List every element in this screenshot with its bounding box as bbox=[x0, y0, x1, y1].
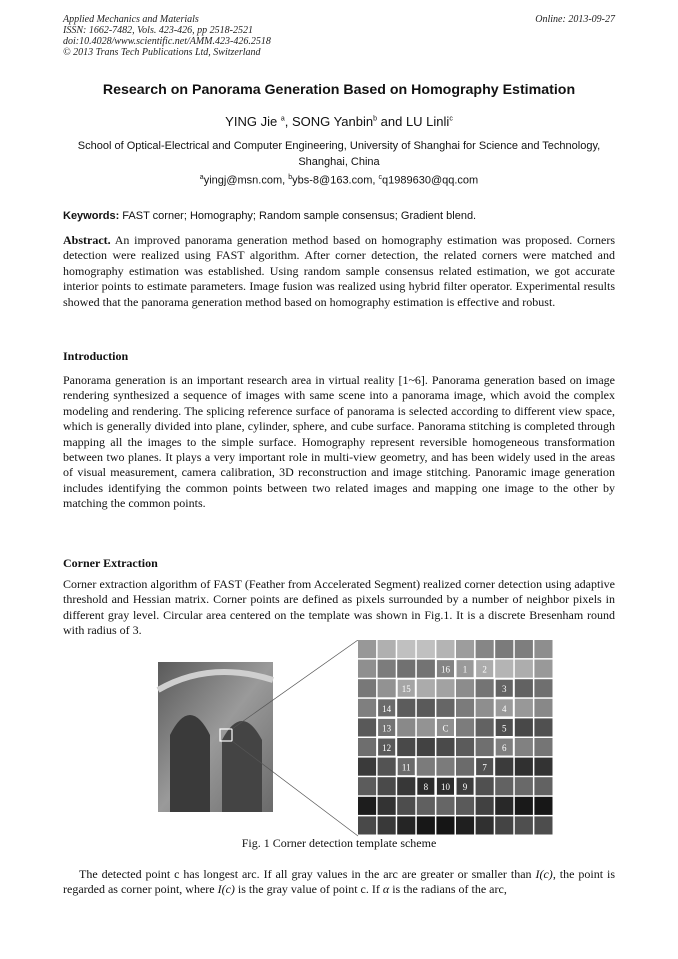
grid-cell bbox=[476, 699, 494, 717]
grid-cell bbox=[397, 816, 415, 834]
figure-graphic bbox=[150, 640, 610, 838]
grid-cell bbox=[397, 718, 415, 736]
ring-label: 6 bbox=[502, 743, 507, 753]
journal-name: Applied Mechanics and Materials bbox=[63, 14, 199, 25]
ring-label: 9 bbox=[462, 782, 468, 793]
grid-cell bbox=[417, 718, 435, 736]
grid-cell bbox=[476, 797, 494, 815]
affiliation: School of Optical-Electrical and Computer Engineering, University of Shanghai for Science and Technology, Shanghai, China bbox=[77, 140, 601, 168]
grid-cell bbox=[397, 660, 415, 678]
figure-caption: Fig. 1 Corner detection template scheme bbox=[241, 836, 437, 850]
abstract-text: An improved panorama generation method based on homography estimation was proposed. Corners detection were realized using FAST algorithm. After corner detection, the related corners were matched and homography estimation was established. Using random sample consensus related estimation, we got accurate interior points to estimate parameters. Image fusion was realized using hybrid filter operator. Experimental results showed that the panorama generation method based on homography estimation is effective and robust. bbox=[63, 233, 615, 309]
grid-cell bbox=[456, 699, 474, 717]
grid-cell bbox=[436, 816, 454, 834]
grid-cell bbox=[397, 738, 415, 756]
pixel-grid bbox=[358, 640, 553, 835]
arch-shape bbox=[170, 715, 210, 812]
grid-cell bbox=[456, 797, 474, 815]
grid-cell bbox=[534, 660, 552, 678]
ring-label: 4 bbox=[502, 703, 507, 714]
grid-cell bbox=[515, 797, 533, 815]
grid-cell bbox=[515, 758, 533, 776]
grid-cell bbox=[417, 640, 435, 658]
keywords-text: FAST corner; Homography; Random sample consensus; Gradient blend. bbox=[119, 210, 477, 222]
grid-cell bbox=[417, 699, 435, 717]
grid-cell bbox=[378, 660, 396, 678]
grid-cell bbox=[378, 679, 396, 697]
grid-cell bbox=[495, 816, 513, 834]
grid-cell bbox=[456, 640, 474, 658]
paper-title: Research on Panorama Generation Based on Homography Estimation bbox=[102, 82, 576, 98]
grid-cell bbox=[456, 718, 474, 736]
grid-cell bbox=[358, 758, 376, 776]
grid-cell bbox=[515, 640, 533, 658]
ring-label: 8 bbox=[423, 782, 429, 793]
text-run: The detected point c has longest arc. If all gray values in the arc are greater or smaller than bbox=[79, 867, 536, 881]
grid-cell bbox=[456, 816, 474, 834]
grid-cell bbox=[436, 797, 454, 815]
grid-cell bbox=[436, 758, 454, 776]
math-symbol: I(c) bbox=[535, 867, 553, 881]
grid-cell bbox=[515, 738, 533, 756]
introduction-text: Panorama generation is an important research area in virtual reality [1~6]. Panorama generation based on image rendering synthesized a sequence of images with same scene into a panorama image, which avoid the complex modeling and rendering. The splicing reference surface of panorama is selected according to different view space, which is generally divided into plane, cylinder, sphere, and cube surface. Panorama stitching is completed through mapping all the images to the simple surface. Homography represent reversible homogeneous transformation between two planes. It plays a very important role in multi-view geometry, and has been widely used in the areas of visual measurement, camera calibration, 3D reconstruction and image stitching. Panoramic image generation includes identifying the common points between two related images and mapping one image to the other by matching the common points. bbox=[63, 373, 615, 511]
grid-cell bbox=[397, 777, 415, 795]
doi: doi:10.4028/www.scientific.net/AMM.423-426.2518 bbox=[63, 36, 271, 47]
grid-cell bbox=[534, 640, 552, 658]
author-name: , SONG Yanbin bbox=[284, 114, 374, 129]
grid-cell bbox=[358, 640, 376, 658]
grid-cell bbox=[534, 777, 552, 795]
grid-cell bbox=[358, 660, 376, 678]
grid-cell bbox=[515, 718, 533, 736]
email: ybs-8@163.com, bbox=[292, 174, 379, 187]
copyright: © 2013 Trans Tech Publications Ltd, Switzerland bbox=[63, 47, 261, 58]
grid-cell bbox=[358, 797, 376, 815]
ring-label: 1 bbox=[462, 664, 468, 675]
running-header bbox=[63, 14, 615, 58]
grid-cell bbox=[436, 699, 454, 717]
keywords bbox=[63, 210, 615, 222]
grid-cell bbox=[397, 797, 415, 815]
math-symbol: α bbox=[382, 882, 390, 897]
grid-cell bbox=[495, 777, 513, 795]
email-list bbox=[0, 174, 678, 187]
grid-cell bbox=[476, 679, 494, 697]
figure-corner-template bbox=[150, 640, 610, 838]
grid-cell bbox=[397, 640, 415, 658]
author-list bbox=[0, 114, 678, 129]
grid-cell bbox=[476, 738, 494, 756]
grid-cell bbox=[417, 816, 435, 834]
author-superscript: b bbox=[373, 115, 378, 123]
grid-cell bbox=[358, 679, 376, 697]
grid-cell bbox=[436, 640, 454, 658]
author-name: and LU Linli bbox=[377, 114, 450, 129]
grid-cell bbox=[378, 797, 396, 815]
grid-cell bbox=[476, 777, 494, 795]
grid-cell bbox=[515, 679, 533, 697]
grid-cell bbox=[378, 816, 396, 834]
ring-label: 7 bbox=[482, 762, 487, 773]
ring-label: 16 bbox=[440, 664, 450, 675]
ring-label: 5 bbox=[502, 723, 507, 734]
ring-label: 11 bbox=[401, 762, 411, 773]
grid-cell bbox=[417, 679, 435, 697]
grid-cell bbox=[456, 679, 474, 697]
grid-cell bbox=[534, 816, 552, 834]
grid-cell bbox=[495, 758, 513, 776]
ring-label: 14 bbox=[382, 703, 392, 714]
grid-cell bbox=[495, 660, 513, 678]
grid-cell bbox=[417, 660, 435, 678]
grid-cell bbox=[358, 816, 376, 834]
online-date: Online: 2013-09-27 bbox=[535, 14, 615, 25]
keywords-label: Keywords: bbox=[63, 210, 120, 222]
issn: ISSN: 1662-7482, Vols. 423-426, pp 2518-2521 bbox=[63, 25, 253, 36]
grid-cell bbox=[534, 738, 552, 756]
grid-cell bbox=[515, 816, 533, 834]
grid-cell bbox=[456, 758, 474, 776]
grid-cell bbox=[495, 640, 513, 658]
grid-cell bbox=[476, 718, 494, 736]
grid-cell bbox=[378, 640, 396, 658]
grid-cell bbox=[397, 699, 415, 717]
math-symbol: I(c) bbox=[217, 882, 235, 897]
grid-cell bbox=[476, 816, 494, 834]
grid-cell bbox=[534, 718, 552, 736]
grid-cell bbox=[378, 777, 396, 795]
ring-label: 12 bbox=[382, 743, 392, 753]
email: q1989630@qq.com bbox=[382, 174, 479, 187]
grid-cell bbox=[515, 777, 533, 795]
grid-cell bbox=[534, 758, 552, 776]
grid-cell bbox=[534, 797, 552, 815]
grid-cell bbox=[358, 738, 376, 756]
grid-cell bbox=[417, 738, 435, 756]
ring-label: C bbox=[442, 723, 449, 734]
text-run: , the point is regarded as corner point, where bbox=[63, 867, 615, 897]
grid-cell bbox=[378, 758, 396, 776]
ring-label: 3 bbox=[502, 684, 507, 695]
email-superscript: c bbox=[378, 174, 383, 181]
ring-label: 13 bbox=[382, 723, 392, 734]
abstract bbox=[63, 233, 615, 310]
grid-cell bbox=[495, 797, 513, 815]
email: yingj@msn.com, bbox=[203, 174, 289, 187]
ring-label: 2 bbox=[482, 664, 487, 675]
text-run: is the radians of the arc, bbox=[389, 882, 507, 897]
grid-cell bbox=[417, 797, 435, 815]
corner-extraction-text: Corner extraction algorithm of FAST (Feather from Accelerated Segment) realized corner detection using adaptive threshold and Hessian matrix. Corner points are defined as pixels surrounded by a number of neighbor pixels in different gray level. Circular area centered on the template was shown in Fig.1. It is a discrete Bresenham round with radius of 3. bbox=[63, 577, 615, 638]
email-superscript: b bbox=[288, 174, 293, 181]
grid-cell bbox=[534, 679, 552, 697]
arch-shape bbox=[222, 721, 262, 812]
grid-cell bbox=[476, 640, 494, 658]
grid-cell bbox=[515, 699, 533, 717]
section-heading-corner-extraction: Corner Extraction bbox=[63, 556, 158, 570]
grid-cell bbox=[456, 738, 474, 756]
grid-cell bbox=[417, 758, 435, 776]
abstract-label: Abstract. bbox=[63, 233, 111, 247]
email-superscript: a bbox=[199, 174, 204, 181]
grid-cell bbox=[358, 718, 376, 736]
author-name: YING Jie bbox=[225, 114, 278, 129]
ring-label: 15 bbox=[401, 684, 411, 695]
author-superscript: a bbox=[280, 115, 285, 123]
body-paragraph bbox=[63, 867, 615, 898]
grid-cell bbox=[515, 660, 533, 678]
ring-label: 10 bbox=[440, 782, 450, 793]
grid-cell bbox=[534, 699, 552, 717]
grid-cell bbox=[358, 777, 376, 795]
section-heading-introduction: Introduction bbox=[63, 349, 129, 363]
grid-cell bbox=[436, 738, 454, 756]
grid-cell bbox=[436, 679, 454, 697]
author-superscript: c bbox=[449, 115, 453, 123]
grid-cell bbox=[358, 699, 376, 717]
text-run: is the gray value of point c. If bbox=[234, 882, 383, 897]
